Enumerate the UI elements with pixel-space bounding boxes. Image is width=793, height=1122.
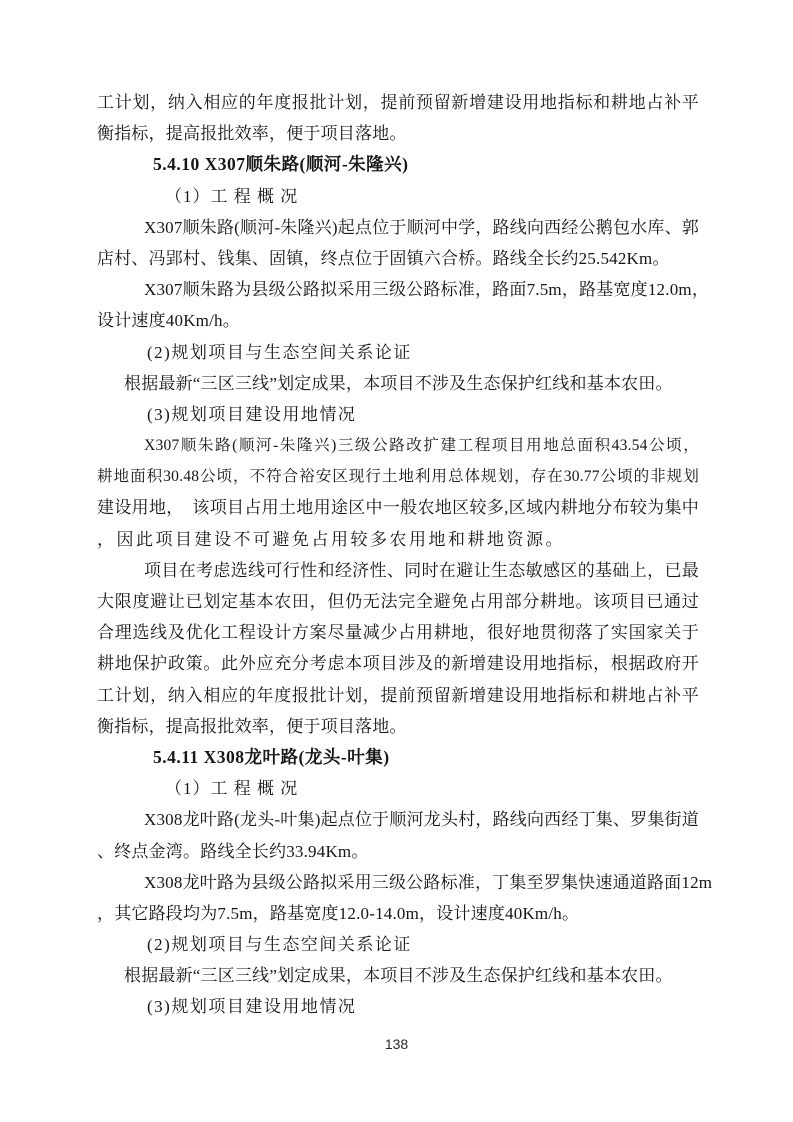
text-line: ，其它路段均为7.5m，路基宽度12.0-14.0m，设计速度40Km/h。 (97, 903, 580, 923)
text-line: 建设用地， 该项目占用土地用途区中一般农地区较多,区域内耕地分布较为集中 (97, 498, 699, 518)
text-line: 工计划，纳入相应的年度报批计划，提前预留新增建设用地指标和耕地占补平 (97, 93, 699, 112)
subheading-land-use: (3)规划项目建设用地情况 (147, 404, 357, 424)
text-line: 合理选线及优化工程设计方案尽量减少占用耕地，很好地贯彻落了实国家关于 (97, 623, 699, 643)
text-line: 设计速度40Km/h。 (97, 311, 240, 331)
heading-5-4-10: 5.4.10 X307顺朱路(顺河-朱隆兴) (153, 154, 409, 175)
text-line: X308龙叶路为县级公路拟采用三级公路标准，丁集至罗集快速通道路面12m (144, 872, 713, 892)
text-line: 耕地保护政策。此外应充分考虑本项目涉及的新增建设用地指标，根据政府开 (97, 654, 699, 674)
subheading-eco-space-relation: (2)规划项目与生态空间关系论证 (147, 342, 412, 362)
text-line: 、终点金湾。路线全长约33.94Km。 (97, 841, 369, 861)
text-line: 大限度避让已划定基本农田，但仍无法完全避免占用部分耕地。该项目已通过 (97, 592, 699, 611)
subheading-project-overview: （1）工 程 概 况 (165, 779, 299, 799)
text-line: 工计划，纳入相应的年度报批计划，提前预留新增建设用地指标和耕地占补平 (97, 685, 699, 705)
text-line: 店村、冯郢村、钱集、固镇，终点位于固镇六合桥。路线全长约25.542Km。 (97, 248, 670, 268)
text-line: X307顺朱路(顺河-朱隆兴)起点位于顺河中学，路线向西经公鹅包水库、郭 (144, 217, 699, 237)
text-line: X307顺朱路为县级公路拟采用三级公路标准，路面7.5m，路基宽度12.0m， (144, 280, 710, 300)
document-content (97, 87, 713, 1023)
text-line: X308龙叶路(龙头-叶集)起点位于顺河龙头村，路线向西经丁集、罗集街道 (144, 810, 699, 830)
page-number: 138 (384, 1036, 409, 1052)
text-line: 衡指标，提高报批效率，便于项目落地。 (97, 716, 407, 736)
subheading-land-use: (3)规划项目建设用地情况 (147, 997, 357, 1017)
heading-5-4-11: 5.4.11 X308龙叶路(龙头-叶集) (153, 746, 390, 767)
text-line: X307顺朱路(顺河-朱隆兴)三级公路改扩建工程项目用地总面积43.54公顷， (144, 437, 699, 455)
text-line: ，因此项目建设不可避免占用较多农用地和耕地资源。 (97, 529, 565, 549)
subheading-eco-space-relation: (2)规划项目与生态空间关系论证 (147, 935, 412, 955)
text-line: 衡指标，提高报批效率，便于项目落地。 (97, 124, 407, 144)
text-line: 项目在考虑选线可行性和经济性、同时在避让生态敏感区的基础上，已最 (144, 560, 699, 580)
text-line: 耕地面积30.48公顷，不符合裕安区现行土地利用总体规划，存在30.77公顷的非规划 (97, 468, 699, 486)
text-line: 根据最新“三区三线”划定成果，本项目不涉及生态保护红线和基本农田。 (124, 373, 673, 393)
text-line: 根据最新“三区三线”划定成果，本项目不涉及生态保护红线和基本农田。 (124, 966, 673, 986)
subheading-project-overview: （1）工 程 概 况 (165, 186, 299, 206)
